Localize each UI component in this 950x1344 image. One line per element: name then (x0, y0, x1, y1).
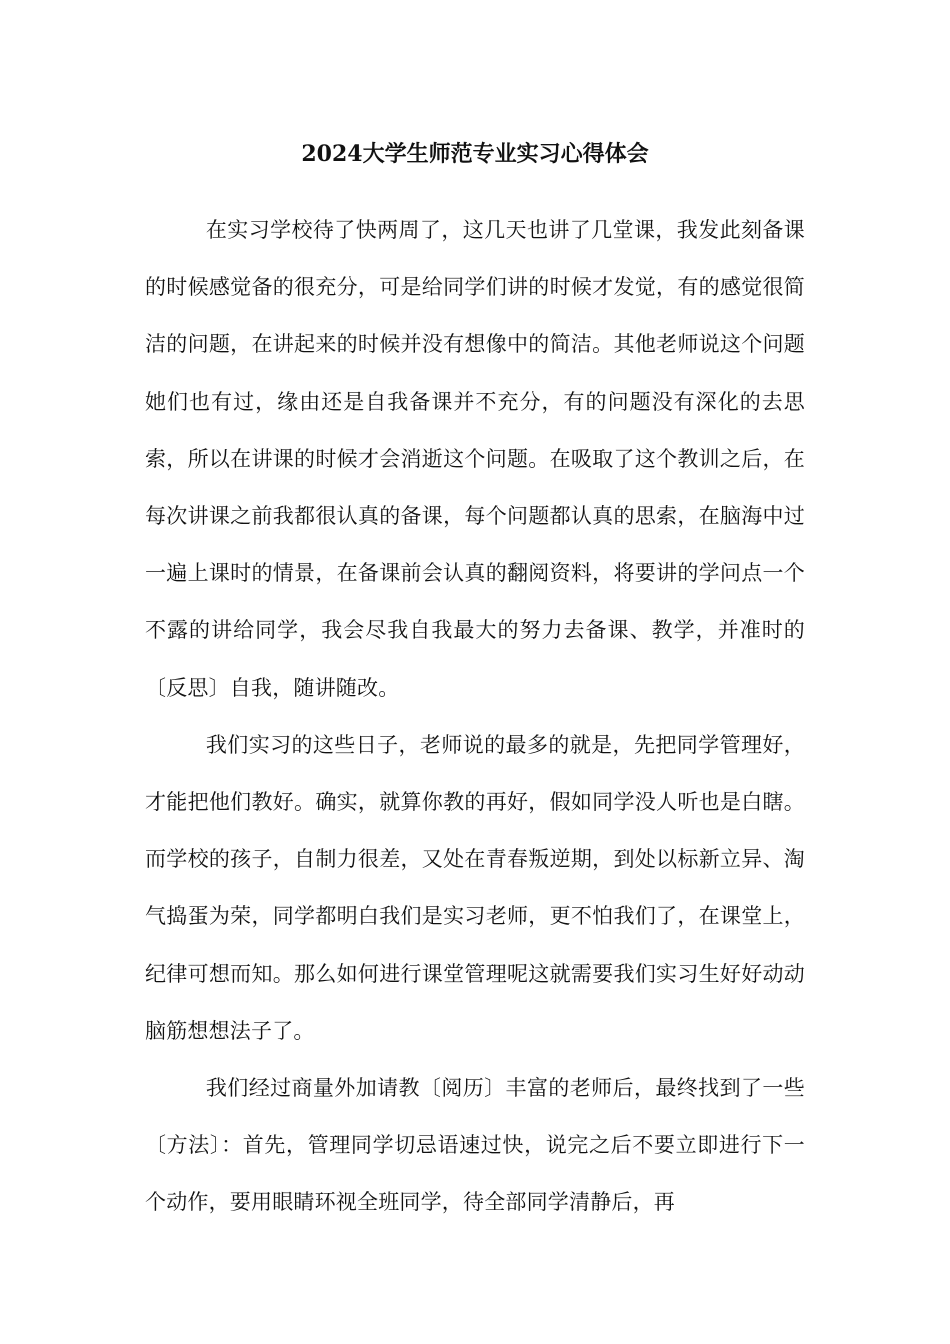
paragraph-3: 我们经过商量外加请教〔阅历〕丰富的老师后，最终找到了一些〔方法〕：首先，管理同学切忌语速过快，说完之后不要立即进行下一个动作，要用眼睛环视全班同学，待全部同学清静后，再 (145, 1076, 805, 1215)
paragraph-2: 我们实习的这些日子，老师说的最多的就是，先把同学管理好，才能把他们教好。确实，就算你教的再好，假如同学没人听也是白瞎。而学校的孩子，自制力很差，又处在青春叛逆期，到处以标新立异、淘气捣蛋为荣，同学都明白我们是实习老师，更不怕我们了，在课堂上，纪律可想而知。那么如何进行课堂管理呢这就需要我们实习生好好动动脑筋想想法子了。 (145, 732, 805, 1043)
paragraph-1: 在实习学校待了快两周了，这几天也讲了几堂课，我发此刻备课的时候感觉备的很充分，可是给同学们讲的时候才发觉，有的感觉很简洁的问题，在讲起来的时候并没有想像中的简洁。其他老师说这个问题她们也有过，缘由还是自我备课并不充分，有的问题没有深化的去思索，所以在讲课的时候才会消逝这个问题。在吸取了这个教训之后，在每次讲课之前我都很认真的备课，每个问题都认真的思索，在脑海中过一遍上课时的情景，在备课前会认真的翻阅资料，将要讲的学问点一个不露的讲给同学，我会尽我自我最大的努力去备课、教学，并准时的〔反思〕自我，随讲随改。 (145, 218, 805, 700)
document-title: 2024大学生师范专业实习心得体会 (301, 141, 649, 167)
document-body (145, 202, 805, 1232)
